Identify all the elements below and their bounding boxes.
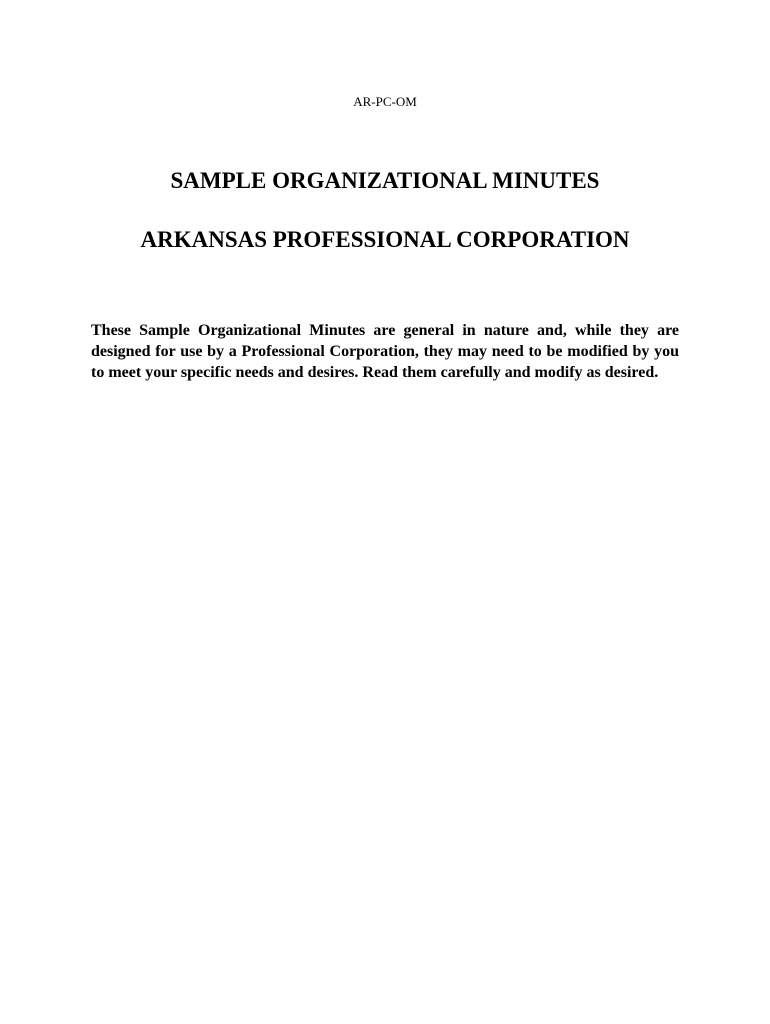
document-code: AR-PC-OM (353, 94, 417, 109)
document-title: SAMPLE ORGANIZATIONAL MINUTES (170, 168, 600, 193)
document-subtitle: ARKANSAS PROFESSIONAL CORPORATION (140, 227, 630, 252)
intro-paragraph: These Sample Organizational Minutes are general in nature and, while they are designed for use by a Professional Corporation, they may need to be modified by you to meet your specific needs and desires. Read them carefully and modify as desired. (91, 322, 679, 381)
